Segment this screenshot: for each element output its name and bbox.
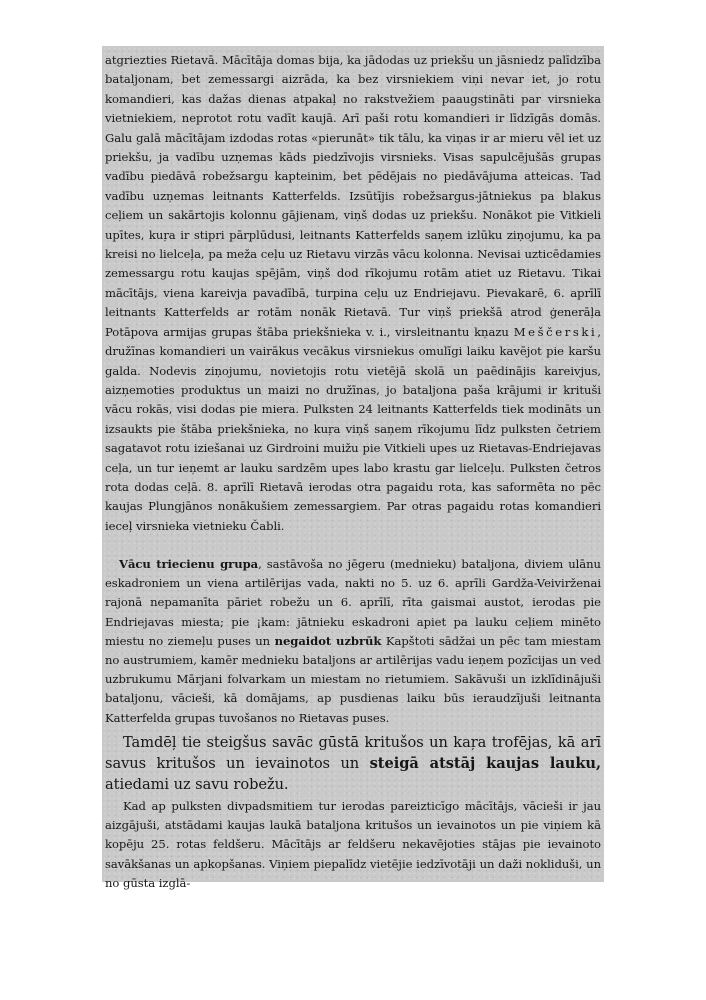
paragraph-3-text-end: atiedami uz savu robežu. bbox=[105, 775, 289, 793]
scanned-page bbox=[102, 46, 604, 890]
paragraph-1 bbox=[105, 51, 601, 555]
paragraph-3-emphasized bbox=[105, 733, 601, 795]
paragraph-3-bold-phrase: steigā atstāj kaujas lauku, bbox=[369, 754, 601, 772]
paragraph-3-text: Tamdēļ tie steigšus savāc gūstā kritušos un kaŗa trofējas, kā arī savus kritušos un ievainotos un bbox=[105, 734, 601, 772]
page-text bbox=[105, 51, 602, 890]
paragraph-1-text-end: , družīnas komandieri un vairākus vecākus virsniekus omulīgi laiku kavējot pie karšu galda. Nodevis ziņojumu, novietojis rotu vietējā skolā un paēdinājis kareivjus, aizņemoties produktus un maizi no družīnas, jo bataljona paša krājumi ir krituši vācu rokās, visi dodas pie miera. Pulksten 24 leitnants Katterfelds tiek modināts un izsaukts pie štāba priekšnieka, no kuŗa viņš saņem rīkojumu līdz pulksten četriem sagatavot rotu iziešanai uz Girdroini muižu pie Vitkieli upes uz Rietavas-Endriejavas ceļa, un tur ieņemt ar lauku sardzēm upes labo krastu gar lielceļu. Pulksten četros rota dodas ceļā. 8. aprīlī Rietavā ierodas otra pagaidu rota, kas saformēta no pēc kaujas Plungjānos nonākušiem zemessargiem. Par otras pagaidu rotas komandieri ieceļ virsnieka vietnieku Čabli. bbox=[105, 324, 601, 533]
paragraph-2-text: , sastāvoša no jēgeru (mednieku) bataljona, diviem ulānu eskadroniem un viena artilērijas vada, nakti no 5. uz 6. aprīli Gardža-Veivirženai rajonā nepamanīta pāriet robežu un 6. aprīlī, rīta gaismai austot, ierodas pie Endriejavas miesta; pie ¡kam: jātnieku eskadroni apiet pa lauku ceļiem minēto miestu no ziemeļu puses un bbox=[105, 557, 601, 648]
paragraph-1-text: atgriezties Rietavā. Mācītāja domas bija, ka jādodas uz priekšu un jāsniedz palīdzība bataljonam, bet zemessargi aizrāda, ka bez virsniekiem viņi nevar iet, jo rotu komandieri, kas dažas dienas atpakaļ no rakstvežiem paaugstināti par virsnieka vietniekiem, neprotot rotu vadīt kaujā. Arī paši rotu komandieri ir līdzīgās domās. Galu galā mācītājam izdodas rotas «pierunāt» tik tālu, ka viņas ir ar mieru vēl iet uz priekšu, ja vadību uzņemas kāds piedzīvojis virsnieks. Visas sapulcējušās grupas vadību piedāvā robežsargu kapteinim, bet pēdējais no piedāvājuma atteicas. Tad vadību uzņemas leitnants Katterfelds. Izsūtījis robežsargus-jātniekus pa blakus ceļiem un sakārtojis kolonnu gājienam, viņš dodas uz priekšu. Nonākot pie Vitkieli upītes, kuŗa ir stipri pārplūdusi, leitnants Katterfelds saņem izlūku ziņojumu, ka pa kreisi no lielceļa, pa meža ceļu uz Rietavu virzās vācu kolonna. Nevisai uzticēdamies zemessargu rotu kaujas spējām, viņš dod rīkojumu rotām atiet uz Rietavu. Tikai mācītājs, viena kareivja pavadībā, turpina ceļu uz Endriejavu. Pievakarē, 6. aprīlī leitnants Katterfelds ar rotām nonāk Rietavā. Tur viņš priekšā atrod ģenerāļa Potāpova armijas grupas štāba priekšnieka v. i., virsleitnantu kņazu bbox=[105, 53, 601, 339]
paragraph-2 bbox=[105, 555, 601, 729]
paragraph-4 bbox=[105, 797, 601, 890]
paragraph-2-text-end: Kapštoti sādžai un pēc tam miestam no austrumiem, kamēr mednieku bataljons ar artilērijas vadu ieņem pozīcijas un ved uzbrukumu Mārjani folvarkam un miestam no rietumiem. Sakāvuši un izklīdinājuši bataljonu, vācieši, kā domājams, ap pusdienas laiku būs ieraudzījuši leitnanta Katterfelda grupas tuvošanos no Rietavas puses. bbox=[105, 633, 602, 725]
paragraph-2-bold-heading: Vācu triecienu grupa bbox=[119, 557, 259, 571]
paragraph-2-bold-phrase: negaidot uzbrūk bbox=[274, 633, 382, 648]
paragraph-4-text: Kad ap pulksten divpadsmitiem tur ierodas pareizticīgo mācītājs, vācieši ir jau aizgājuši, atstādami kaujas laukā bataljona kritušos un ievainotos un pie viņiem kā kopēju 25. rotas feldšeru. Mācītājs ar feldšeru nekavējoties stājas pie ievainoto savākšanas un apkopšanas. Viņiem piepalīdz vietējie iedzīvotāji un daži nokliduši, un no gūsta izglā- bbox=[105, 799, 601, 890]
paragraph-1-spaced-name: Meščerski bbox=[513, 324, 598, 339]
